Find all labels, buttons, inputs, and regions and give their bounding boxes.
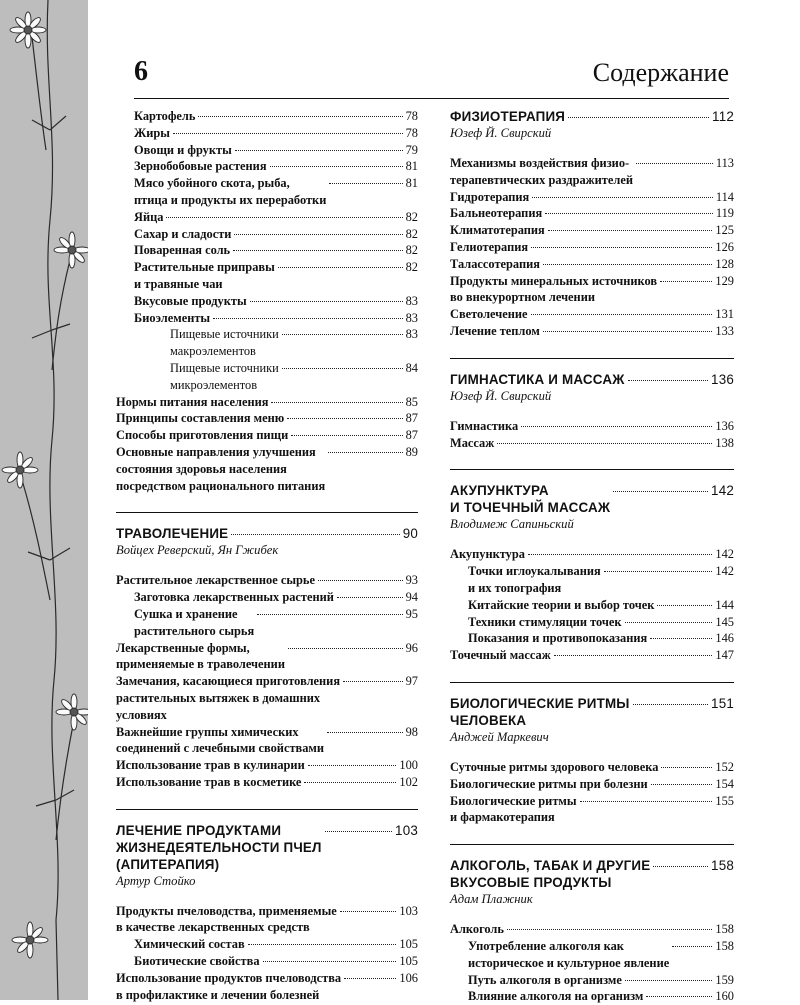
toc-entry[interactable]: Яйца 82 [134,209,418,224]
section-author: Артур Стойко [116,873,196,888]
section-author: Юзеф Й. Свирский [450,126,552,140]
toc-subentry[interactable]: Пищевые источники микроэлементов 84 [170,360,418,392]
section-divider [450,469,734,470]
toc-entry[interactable]: Вкусовые продукты 83 [134,293,418,308]
toc-entry[interactable]: Суточные ритмы здорового человека 152 [450,759,734,774]
page-number: 6 [134,56,148,87]
toc-entry[interactable]: Бальнеотерапия 119 [450,206,734,221]
toc-entry[interactable]: Использование продуктов пчеловодства в профилактике и лечении болезней 106 [116,970,418,1002]
alcohol-section [450,857,734,1005]
section-heading[interactable]: АКУПУНКТУРА И ТОЧЕЧНЫЙ МАССАЖ 142 [450,483,734,516]
toc-entry[interactable]: Растительное лекарственное сырье 93 [116,573,418,588]
biorhythms-section [450,695,734,826]
toc-entry[interactable]: Поваренная соль 82 [134,243,418,258]
toc-entry[interactable]: Светолечение 131 [450,307,734,322]
toc-entry[interactable]: Зернобобовые растения 81 [134,159,418,174]
page-title: Содержание [592,58,729,87]
toc-entry[interactable]: Лечение теплом 133 [450,323,734,338]
section-author: Войцех Реверский, Ян Гжибек [116,543,279,558]
section-heading[interactable]: ТРАВОЛЕЧЕНИЕ 90 [116,526,418,542]
toc-subentry[interactable]: Показания и противопоказания 146 [468,631,734,646]
toc-entry[interactable]: Биологические ритмы и фармакотерапия 155 [450,793,734,825]
toc-entry[interactable]: Использование трав в кулинарии 100 [116,758,418,773]
toc-subentry[interactable]: Заготовка лекарственных растений 94 [134,590,418,605]
apitherapy-section [116,822,418,1004]
decorative-sidebar [0,0,88,1000]
section-divider [450,358,734,359]
toc-entry[interactable]: Продукты пчеловодства, применяемые в качестве лекарственных средств 103 [116,903,418,935]
toc-subentry[interactable]: Употребление алкоголя как историческое и культурное явление 158 [468,938,734,970]
section-author: Анджей Маркевич [450,729,549,744]
toc-entry[interactable]: Замечания, касающиеся приготовления растительных вытяжек в домашних условиях 97 [116,674,418,722]
section-divider [116,512,418,513]
toc-subentry[interactable]: Путь алкоголя в организме 159 [468,972,734,987]
toc-entry[interactable]: Овощи и фрукты 79 [134,142,418,157]
toc-left-column [116,108,418,1003]
toc-entry[interactable]: Массаж 138 [450,435,734,450]
toc-subentry[interactable]: Точки иглоукалывания и их топография 142 [468,564,734,595]
gymnastics-section [450,371,734,452]
toc-entry[interactable]: Мясо убойного скота, рыба, птица и продукты их переработки 81 [134,176,418,207]
toc-entry[interactable]: Гелиотерапия 126 [450,239,734,254]
toc-entry[interactable]: Климатотерапия 125 [450,223,734,238]
section-divider [450,844,734,845]
toc-entry[interactable]: Жиры 78 [134,125,418,140]
toc-entry[interactable]: Картофель 78 [134,109,418,123]
toc-entry[interactable]: Сахар и сладости 82 [134,226,418,241]
toc-entry[interactable]: Акупунктура 142 [450,547,734,562]
toc-entry[interactable]: Биоэлементы 83 [134,310,418,325]
section-divider [116,809,418,810]
toc-entry[interactable]: Алкоголь 158 [450,922,734,937]
herbal-section [116,525,418,790]
section-author: Адам Плажник [450,892,533,907]
toc-entry[interactable]: Гидротерапия 114 [450,189,734,204]
toc-subentry[interactable]: Влияние алкоголя на организм 160 [468,989,734,1004]
toc-subentry[interactable]: Техники стимуляции точек 145 [468,614,734,629]
chamomile-flower-icon [0,0,88,1000]
toc-entry[interactable]: Растительные приправы и травяные чаи 82 [134,260,418,291]
toc-entry[interactable]: Гимнастика 136 [450,418,734,433]
toc-entry[interactable]: Принципы составления меню 87 [116,411,418,426]
toc-subentry[interactable]: Сушка и хранение растительного сырья 95 [134,606,418,638]
section-heading[interactable]: ЛЕЧЕНИЕ ПРОДУКТАМИ ЖИЗНЕДЕЯТЕЛЬНОСТИ ПЧЕЛ (АПИТЕРАПИЯ) 103 [116,822,418,872]
toc-entry[interactable]: Механизмы воздействия физио- терапевтических раздражителей 113 [450,156,734,187]
header-divider [134,98,729,99]
toc-entry[interactable]: Основные направления улучшения состояния здоровья населения посредством рационального питания 89 [116,444,418,493]
section-divider [450,682,734,683]
section-heading[interactable]: ФИЗИОТЕРАПИЯ 112 [450,109,734,124]
section-author: Юзеф Й. Свирский [450,388,552,403]
nutrition-continued-list [116,108,418,494]
toc-entry[interactable]: Способы приготовления пищи 87 [116,428,418,443]
toc-subentry[interactable]: Химический состав 105 [134,937,418,952]
toc-subentry[interactable]: Пищевые источники макроэлементов 83 [170,327,418,359]
toc-entry[interactable]: Нормы питания населения 85 [116,394,418,409]
toc-right-column [450,108,734,1005]
toc-subentry[interactable]: Биотические свойства 105 [134,954,418,969]
toc-entry[interactable]: Важнейшие группы химических соединений с лечебными свойствами 98 [116,724,418,756]
section-heading[interactable]: ГИМНАСТИКА И МАССАЖ 136 [450,371,734,387]
toc-entry[interactable]: Биологические ритмы при болезни 154 [450,776,734,791]
physiotherapy-section [450,108,734,340]
toc-entry[interactable]: Использование трав в косметике 102 [116,774,418,789]
section-heading[interactable]: АЛКОГОЛЬ, ТАБАК И ДРУГИЕ ВКУСОВЫЕ ПРОДУКТЫ 158 [450,858,734,891]
toc-entry[interactable]: Талассотерапия 128 [450,256,734,271]
toc-entry[interactable]: Точечный массаж 147 [450,648,734,663]
section-heading[interactable]: БИОЛОГИЧЕСКИЕ РИТМЫ ЧЕЛОВЕКА 151 [450,695,734,728]
toc-entry[interactable]: Лекарственные формы, применяемые в траволечении 96 [116,640,418,672]
toc-subentry[interactable]: Китайские теории и выбор точек 144 [468,597,734,612]
section-author: Влодимеж Сапиньский [450,517,574,532]
acupuncture-section [450,482,734,664]
toc-entry[interactable]: Продукты минеральных источников во внекурортном лечении 129 [450,273,734,305]
